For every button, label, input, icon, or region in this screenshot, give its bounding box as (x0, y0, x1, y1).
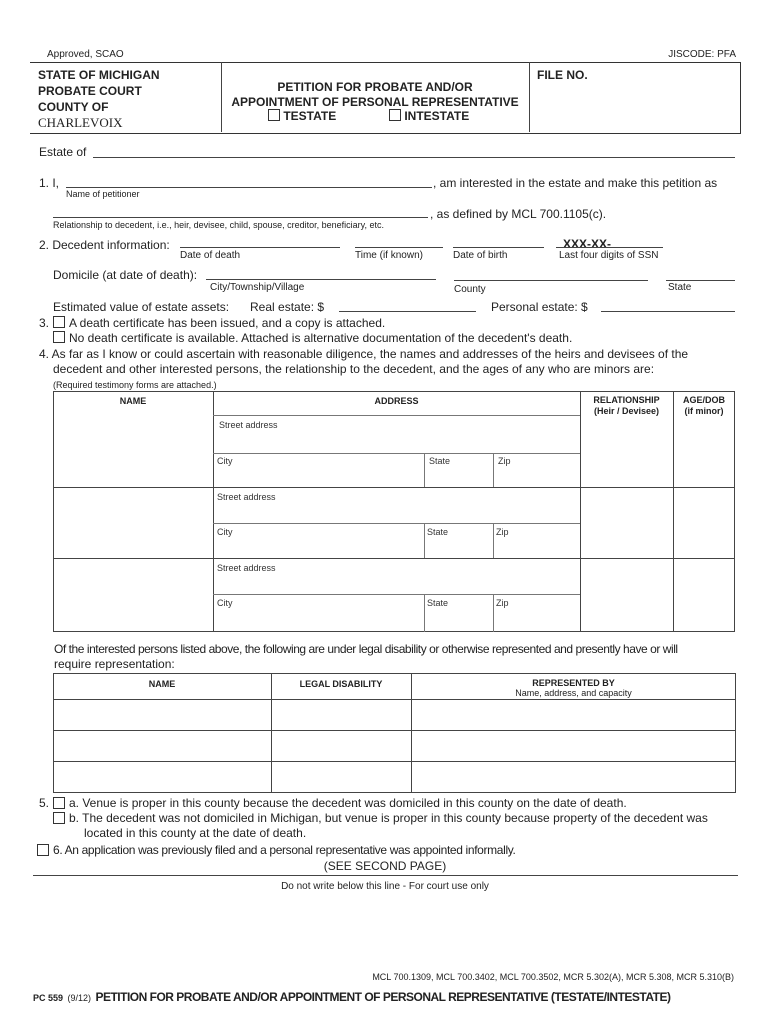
age-header-sub: (if minor) (684, 406, 724, 416)
represented-header-text: REPRESENTED BY (532, 678, 615, 688)
item2-label: 2. Decedent information: (39, 238, 170, 252)
testate-label: TESTATE (283, 109, 337, 123)
domicile-city-field[interactable] (206, 279, 436, 280)
court-use-only: Do not write below this line - For court use only (281, 881, 489, 892)
heirs-age-header (673, 395, 735, 417)
item4-note: (Required testimony forms are attached.) (53, 380, 217, 390)
intestate-checkbox[interactable] (389, 109, 401, 121)
row3-state-label: State (427, 598, 449, 608)
relationship-header-sub: (Heir / Devisee) (593, 406, 660, 416)
personal-estate-field[interactable] (601, 311, 735, 312)
row1-street-label: Street address (219, 420, 278, 430)
estate-label: Estate of (39, 145, 87, 159)
court-line-county: COUNTY OF (38, 100, 109, 114)
form-title (221, 80, 529, 110)
death-certificate-checkbox[interactable] (53, 316, 65, 328)
date-of-birth-field[interactable] (453, 247, 544, 248)
personal-estate-label: Personal estate: $ (491, 300, 588, 314)
jiscode-label: JISCODE: PFA (668, 49, 736, 60)
domicile-label: Domicile (at date of death): (53, 268, 198, 282)
item4-line1: 4. As far as I know or could ascertain with reasonable diligence, the names and addresses of the heirs and devisees of the (39, 347, 689, 361)
file-no-label: FILE NO. (537, 68, 588, 82)
heirs-address-header: ADDRESS (374, 396, 419, 406)
estimated-value-label: Estimated value of estate assets: (53, 300, 230, 314)
intestate-option[interactable] (389, 109, 469, 123)
time-caption: Time (if known) (355, 250, 423, 261)
relationship-header-text: RELATIONSHIP (593, 395, 660, 405)
item1-defined: , as defined by MCL 700.1105(c). (430, 207, 607, 221)
ssn-field[interactable] (556, 247, 663, 248)
heirs-relationship-header (580, 395, 673, 417)
form-title-line1: PETITION FOR PROBATE AND/OR (277, 80, 473, 94)
state-caption: State (668, 282, 692, 293)
county-name-field[interactable]: CHARLEVOIX (38, 115, 123, 130)
court-line-probate: PROBATE COURT (38, 84, 142, 98)
petitioner-name-caption: Name of petitioner (66, 189, 140, 199)
form-number: PC 559 (33, 993, 64, 1003)
item1-number: 1. I, (39, 176, 60, 190)
footer-title-block (33, 988, 670, 1006)
see-second-page: (SEE SECOND PAGE) (323, 859, 447, 873)
venue-b-label2: located in this county at the date of death. (84, 826, 307, 840)
age-header-text: AGE/DOB (682, 395, 725, 405)
row2-street-label: Street address (217, 492, 276, 502)
county-caption: County (454, 284, 486, 295)
dob-caption: Date of birth (453, 250, 508, 261)
heirs-name-header: NAME (119, 396, 147, 406)
row2-zip-label: Zip (496, 527, 509, 537)
date-of-death-field[interactable] (180, 247, 340, 248)
venue-b-checkbox[interactable] (53, 812, 65, 824)
row1-zip-label: Zip (498, 456, 511, 466)
domicile-county-field[interactable] (454, 280, 648, 281)
venue-a-label: a. Venue is proper in this county because the decedent was domiciled in this county on the date of death. (69, 796, 627, 810)
ssn-value[interactable]: XXX-XX- (563, 237, 612, 251)
city-caption: City/Township/Village (210, 282, 305, 293)
informal-application-label: 6. An application was previously filed and a personal representative was appointed informally. (53, 843, 516, 857)
no-death-certificate-label: No death certificate is available. Attached is alternative documentation of the decedent's death. (69, 331, 573, 345)
disability-name-header: NAME (148, 679, 176, 689)
relationship-caption: Relationship to decedent, i.e., heir, devisee, child, spouse, creditor, beneficiary, etc. (53, 220, 385, 230)
row1-city-label: City (217, 456, 233, 466)
venue-a-checkbox[interactable] (53, 797, 65, 809)
footer-title: PETITION FOR PROBATE AND/OR APPOINTMENT OF PERSONAL REPRESENTATIVE (TESTATE/INTESTATE) (95, 990, 671, 1004)
no-death-certificate-checkbox[interactable] (53, 331, 65, 343)
footer-references: MCL 700.1309, MCL 700.3402, MCL 700.3502, MCR 5.302(A), MCR 5.308, MCR 5.310(B) (372, 972, 734, 982)
death-certificate-label: A death certificate has been issued, and a copy is attached. (69, 316, 386, 330)
row3-street-label: Street address (217, 563, 276, 573)
informal-application-checkbox[interactable] (37, 844, 49, 856)
testate-option[interactable] (268, 109, 336, 123)
disability-represented-header (411, 678, 736, 698)
row3-city-label: City (217, 598, 233, 608)
approved-label: Approved, SCAO (47, 49, 124, 60)
estate-name-field[interactable] (93, 157, 735, 158)
row3-zip-label: Zip (496, 598, 509, 608)
disability-legal-header: LEGAL DISABILITY (299, 679, 383, 689)
domicile-state-field[interactable] (666, 280, 735, 281)
venue-b-label1: b. The decedent was not domiciled in Michigan, but venue is proper in this county because property of the decedent was (69, 811, 708, 825)
intestate-label: INTESTATE (404, 109, 470, 123)
court-line-state: STATE OF MICHIGAN (38, 68, 160, 82)
form-title-line2: APPOINTMENT OF PERSONAL REPRESENTATIVE (231, 95, 519, 109)
item5-number: 5. (39, 796, 50, 810)
row2-state-label: State (427, 527, 449, 537)
testate-checkbox[interactable] (268, 109, 280, 121)
court-block (38, 67, 160, 115)
item3-number: 3. (39, 316, 50, 330)
heirs-table (53, 391, 735, 632)
real-estate-field[interactable] (339, 311, 476, 312)
item1-suffix: , am interested in the estate and make this petition as (433, 176, 718, 190)
row1-state-label: State (429, 456, 451, 466)
item4-line2: decedent and other interested persons, the relationship to the decedent, and the ages of any who are minors are: (53, 362, 655, 376)
disability-line1: Of the interested persons listed above, the following are under legal disability or otherwise represented and presently have or will (54, 642, 678, 656)
date-of-death-caption: Date of death (180, 250, 241, 261)
form-revision: (9/12) (67, 993, 91, 1003)
ssn-caption: Last four digits of SSN (559, 250, 659, 261)
real-estate-label: Real estate: $ (250, 300, 325, 314)
disability-line2: require representation: (54, 657, 175, 671)
time-of-death-field[interactable] (355, 247, 443, 248)
represented-header-sub: Name, address, and capacity (515, 688, 632, 698)
petitioner-name-field[interactable] (66, 187, 432, 188)
relationship-field[interactable] (53, 217, 428, 218)
row2-city-label: City (217, 527, 233, 537)
